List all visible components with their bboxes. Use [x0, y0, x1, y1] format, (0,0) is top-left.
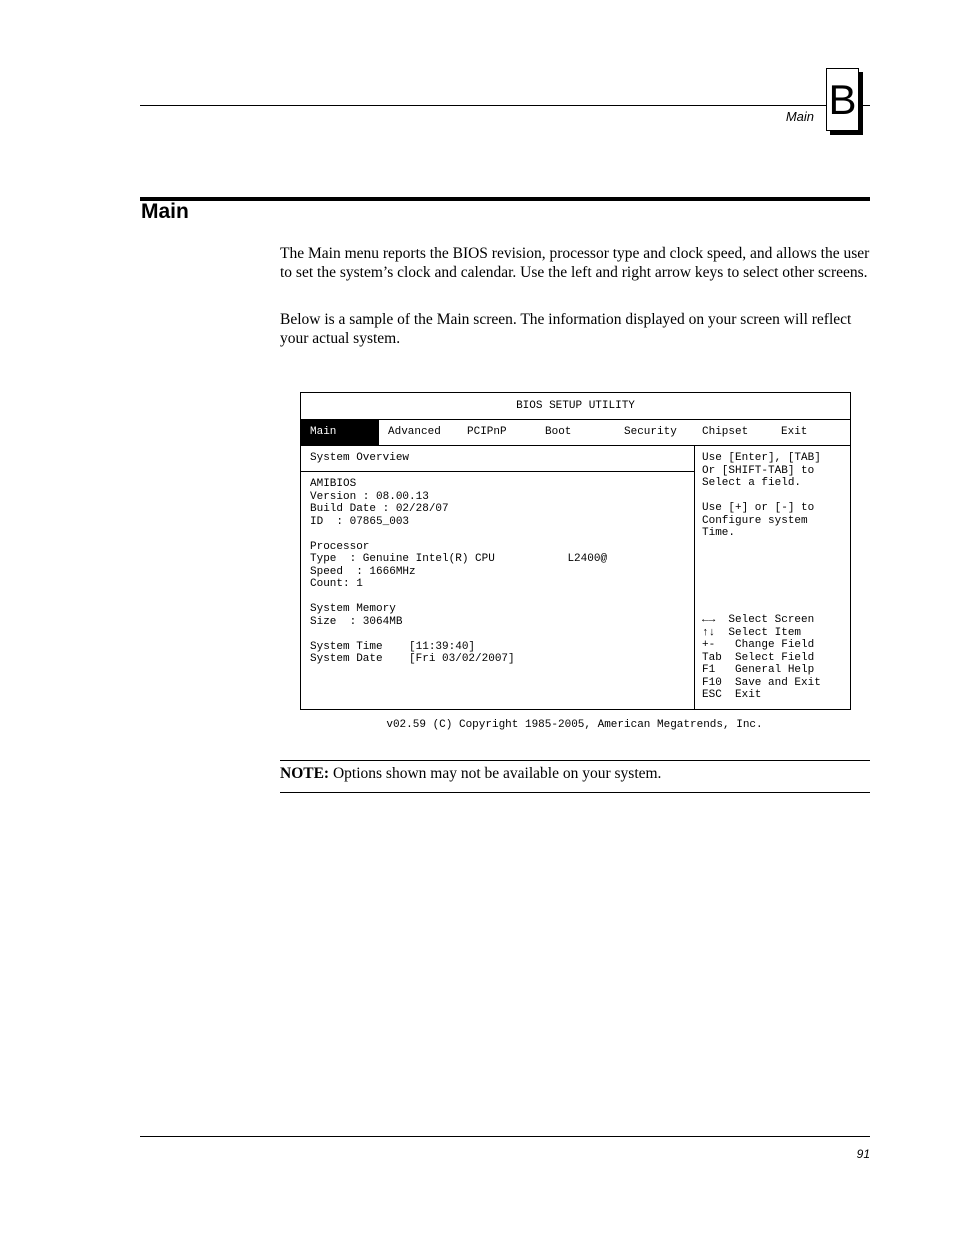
processor-speed: Speed : 1666MHz — [310, 565, 416, 578]
memory-size: Size : 3064MB — [310, 615, 403, 628]
bios-tab-boot[interactable]: Boot — [545, 426, 572, 438]
bios-tab-pcipnp[interactable]: PCIPnP — [467, 426, 507, 438]
section-rule — [140, 197, 870, 201]
key-legend-item: F10 Save and Exit — [702, 676, 821, 689]
bios-tab-advanced[interactable]: Advanced — [388, 426, 441, 438]
key-legend-item: F1 General Help — [702, 664, 815, 676]
help-line: Use [+] or [-] to — [702, 502, 815, 514]
note-top-rule — [280, 760, 870, 761]
key-legend-item: ←→ Select Screen — [702, 614, 815, 626]
processor-count: Count: 1 — [310, 578, 363, 590]
system-memory-label: System Memory — [310, 603, 396, 615]
bios-version: Version : 08.00.13 — [310, 490, 429, 503]
bios-menu-bar — [301, 420, 850, 446]
key-legend-item: +- Change Field — [702, 639, 815, 651]
bios-id: ID : 07865_003 — [310, 515, 410, 528]
chapter-tab-letter: B — [826, 68, 859, 131]
processor-label: Processor — [310, 540, 370, 553]
footer-rule — [140, 1136, 870, 1137]
bios-title: BIOS SETUP UTILITY — [301, 393, 850, 420]
note-label: NOTE: — [280, 765, 330, 782]
running-head: Main — [785, 109, 814, 124]
bios-copyright: v02.59 (C) Copyright 1985-2005, American Megatrends, Inc. — [386, 719, 763, 731]
bios-amibios-label: AMIBIOS — [310, 478, 357, 490]
key-legend-item: ↑↓ Select Item — [702, 626, 802, 639]
system-time-field[interactable]: System Time [11:39:40] — [310, 640, 476, 653]
bios-tab-chipset[interactable]: Chipset — [702, 426, 749, 438]
help-line: Time. — [702, 527, 736, 539]
section-title: Main — [141, 200, 189, 223]
key-legend-item: ESC Exit — [702, 689, 762, 701]
bios-build-date: Build Date : 02/28/07 — [310, 503, 449, 515]
help-line: Or [SHIFT-TAB] to — [702, 464, 815, 477]
note-bottom-rule — [280, 792, 870, 793]
processor-type: Type : Genuine Intel(R) CPU L2400@ — [310, 553, 608, 565]
help-line: Select a field. — [702, 477, 802, 489]
help-line: Configure system — [702, 514, 808, 527]
bios-tab-main[interactable]: Main — [301, 420, 379, 445]
help-line: Use [Enter], [TAB] — [702, 452, 821, 464]
note-text: Options shown may not be available on your system. — [329, 765, 662, 782]
header-rule — [140, 105, 870, 106]
overview-divider — [301, 471, 694, 472]
system-date-field[interactable]: System Date [Fri 03/02/2007] — [310, 653, 515, 665]
page-number: 91 — [856, 1147, 870, 1161]
sample-paragraph: Below is a sample of the Main screen. The information displayed on your screen will reflect your actual system. — [280, 311, 852, 347]
system-overview-heading: System Overview — [310, 452, 410, 464]
intro-paragraph: The Main menu reports the BIOS revision, processor type and clock speed, and allows the user to set the system’s clock and calendar. Use the left and right arrow keys to select other screens. — [280, 245, 870, 281]
bios-screen — [300, 392, 851, 710]
key-legend-item: Tab Select Field — [702, 651, 815, 664]
note — [280, 765, 661, 783]
bios-main-panel — [301, 446, 695, 709]
bios-tab-exit[interactable]: Exit — [781, 426, 808, 438]
bios-tab-security[interactable]: Security — [624, 426, 677, 438]
